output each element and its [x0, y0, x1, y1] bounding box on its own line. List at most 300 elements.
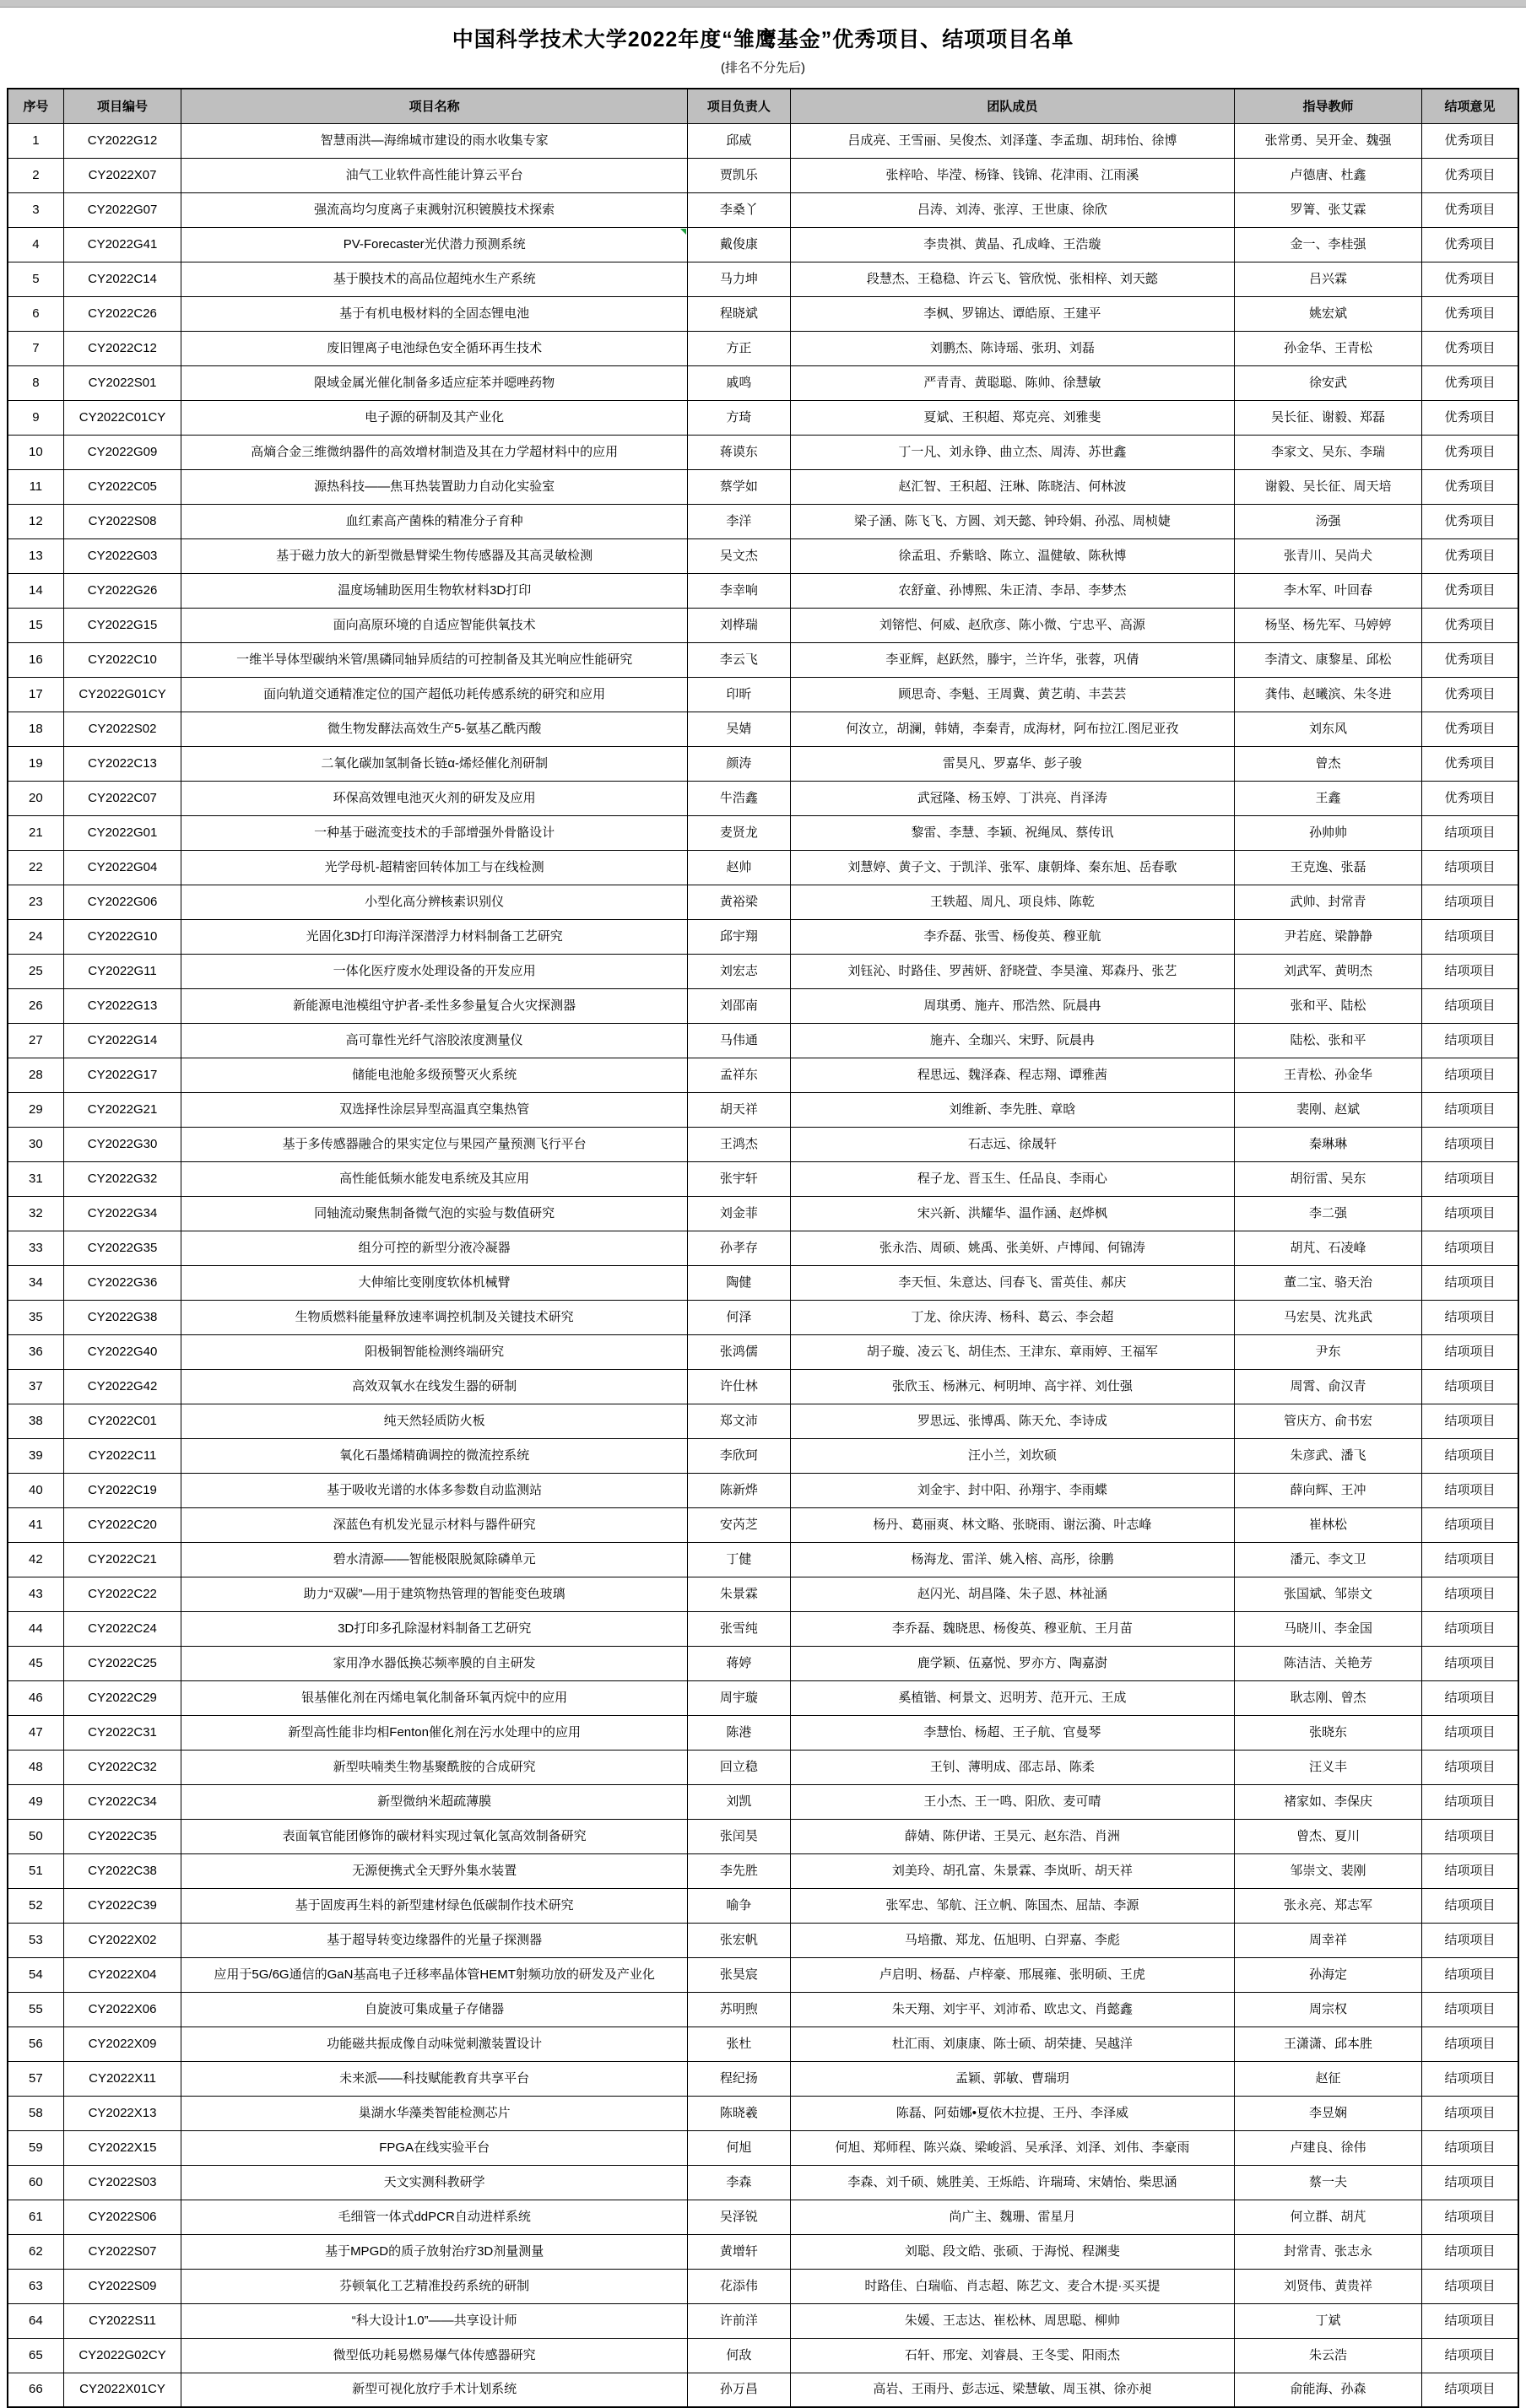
cell-leader: 陈港: [687, 1715, 790, 1750]
cell-leader: 苏明煦: [687, 1992, 790, 2027]
cell-index: 23: [8, 885, 63, 919]
table-row: [8, 1715, 1518, 1750]
cell-members: 赵汇智、王积超、汪琳、陈晓洁、何林波: [790, 469, 1234, 504]
cell-result: 结项项目: [1421, 2061, 1518, 2096]
cell-members: 李乔磊、张雪、杨俊英、穆亚航: [790, 919, 1234, 954]
cell-index: 17: [8, 677, 63, 712]
cell-members: 吕涛、刘涛、张淳、王世康、徐欣: [790, 192, 1234, 227]
cell-project-id: CY2022C05: [63, 469, 181, 504]
cell-advisors: 张和平、陆松: [1234, 988, 1421, 1023]
cell-leader: 花添伟: [687, 2269, 790, 2303]
cell-leader: 马力坤: [687, 262, 790, 296]
cell-project-id: CY2022G42: [63, 1369, 181, 1404]
cell-project-id: CY2022S11: [63, 2303, 181, 2338]
cell-advisors: 陈洁洁、关艳芳: [1234, 1646, 1421, 1680]
cell-members: 杨丹、葛丽爽、林文略、张晓雨、谢沄漪、叶志峰: [790, 1507, 1234, 1542]
cell-members: 李亚辉，赵跃然，滕宇，兰许华，张蓉，巩倩: [790, 642, 1234, 677]
projects-table: [7, 88, 1519, 2408]
cell-members: 施卉、全珈兴、宋野、阮晨冉: [790, 1023, 1234, 1058]
cell-members: 顾思奇、李魁、王周冀、黄艺萌、丰芸芸: [790, 677, 1234, 712]
table-row: [8, 1853, 1518, 1888]
cell-index: 39: [8, 1438, 63, 1473]
cell-members: 张欣玉、杨淋元、柯明坤、高宇祥、刘仕强: [790, 1369, 1234, 1404]
cell-project-name: 一维半导体型碳纳米管/黑磷同轴异质结的可控制备及其光响应性能研究: [181, 642, 688, 677]
cell-project-name: 小型化高分辨核素识别仪: [181, 885, 688, 919]
table-row: [8, 1196, 1518, 1231]
cell-project-id: CY2022G07: [63, 192, 181, 227]
cell-index: 31: [8, 1161, 63, 1196]
cell-result: 优秀项目: [1421, 573, 1518, 608]
table-header: [8, 89, 1518, 123]
cell-index: 38: [8, 1404, 63, 1438]
cell-advisors: 卢建良、徐伟: [1234, 2130, 1421, 2165]
cell-members: 李枫、罗锦达、谭皓原、王建平: [790, 296, 1234, 331]
cell-result: 结项项目: [1421, 954, 1518, 988]
cell-members: 何旭、郑师程、陈兴焱、梁峻滔、吴承泽、刘泽、刘伟、李豪雨: [790, 2130, 1234, 2165]
cell-leader: 牛浩鑫: [687, 781, 790, 815]
cell-leader: 邱宇翔: [687, 919, 790, 954]
cell-index: 28: [8, 1058, 63, 1092]
cell-project-id: CY2022X07: [63, 158, 181, 192]
cell-result: 结项项目: [1421, 815, 1518, 850]
header-row: [8, 89, 1518, 123]
cell-members: 夏斌、王积超、郑克亮、刘雅斐: [790, 400, 1234, 435]
cell-project-id: CY2022C39: [63, 1888, 181, 1923]
cell-leader: 黄裕梁: [687, 885, 790, 919]
column-header-members: 团队成员: [790, 89, 1234, 123]
table-row: [8, 919, 1518, 954]
table-row: [8, 296, 1518, 331]
cell-result: 结项项目: [1421, 1058, 1518, 1092]
cell-leader: 李幸响: [687, 573, 790, 608]
cell-project-id: CY2022C38: [63, 1853, 181, 1888]
cell-result: 优秀项目: [1421, 331, 1518, 365]
cell-project-name: 家用净水器低换芯频率膜的自主研发: [181, 1646, 688, 1680]
cell-advisors: 周幸祥: [1234, 1923, 1421, 1957]
cell-project-id: CY2022X06: [63, 1992, 181, 2027]
cell-members: 刘维新、李先胜、章晗: [790, 1092, 1234, 1127]
cell-project-id: CY2022X04: [63, 1957, 181, 1992]
cell-advisors: 马宏昊、沈兆武: [1234, 1300, 1421, 1334]
cell-members: 刘鹏杰、陈诗瑶、张玥、刘磊: [790, 331, 1234, 365]
cell-project-name: 阳极铜智能检测终端研究: [181, 1334, 688, 1369]
cell-result: 优秀项目: [1421, 469, 1518, 504]
cell-index: 13: [8, 538, 63, 573]
cell-leader: 丁健: [687, 1542, 790, 1577]
cell-advisors: 何立群、胡芃: [1234, 2200, 1421, 2234]
cell-leader: 刘邵南: [687, 988, 790, 1023]
cell-index: 45: [8, 1646, 63, 1680]
cell-result: 结项项目: [1421, 2373, 1518, 2407]
cell-result: 结项项目: [1421, 2338, 1518, 2373]
cell-advisors: 李家文、吴东、李瑞: [1234, 435, 1421, 469]
cell-index: 55: [8, 1992, 63, 2027]
cell-members: 刘美玲、胡孔富、朱景霖、李岚昕、胡天祥: [790, 1853, 1234, 1888]
cell-members: 徐孟珇、乔紫晗、陈立、温健敏、陈秋博: [790, 538, 1234, 573]
table-row: [8, 1127, 1518, 1161]
cell-advisors: 张国斌、邹崇文: [1234, 1577, 1421, 1611]
cell-project-id: CY2022C26: [63, 296, 181, 331]
cell-leader: 何泽: [687, 1300, 790, 1334]
cell-project-name: “科大设计1.0”——共享设计师: [181, 2303, 688, 2338]
cell-index: 35: [8, 1300, 63, 1334]
cell-result: 结项项目: [1421, 1888, 1518, 1923]
cell-members: 刘聪、段文皓、张硕、于海悦、程渊斐: [790, 2234, 1234, 2269]
cell-index: 19: [8, 746, 63, 781]
cell-project-id: CY2022C14: [63, 262, 181, 296]
cell-index: 5: [8, 262, 63, 296]
cell-project-name: 双选择性涂层异型高温真空集热管: [181, 1092, 688, 1127]
cell-index: 32: [8, 1196, 63, 1231]
cell-project-id: CY2022G10: [63, 919, 181, 954]
cell-advisors: 李清文、康黎星、邱松: [1234, 642, 1421, 677]
cell-project-id: CY2022C21: [63, 1542, 181, 1577]
cell-project-id: CY2022G12: [63, 123, 181, 158]
cell-index: 33: [8, 1231, 63, 1265]
cell-leader: 陶健: [687, 1265, 790, 1300]
cell-members: 周琪勇、施卉、邢浩然、阮晨冉: [790, 988, 1234, 1023]
cell-project-id: CY2022C01: [63, 1404, 181, 1438]
cell-advisors: 薛向辉、王冲: [1234, 1473, 1421, 1507]
cell-leader: 刘宏志: [687, 954, 790, 988]
cell-result: 优秀项目: [1421, 262, 1518, 296]
cell-members: 李森、刘千硕、姚胜美、王烁皓、许瑞琦、宋婧怡、柴思涵: [790, 2165, 1234, 2200]
cell-index: 56: [8, 2027, 63, 2061]
cell-result: 优秀项目: [1421, 365, 1518, 400]
cell-advisors: 邹崇文、裴刚: [1234, 1853, 1421, 1888]
cell-members: 吕成亮、王雪丽、吴俊杰、刘泽蓬、李孟珈、胡玮怡、徐博: [790, 123, 1234, 158]
cell-result: 优秀项目: [1421, 504, 1518, 538]
cell-project-name: 一种基于磁流变技术的手部增强外骨骼设计: [181, 815, 688, 850]
cell-members: 朱天翔、刘宇平、刘沛希、欧忠文、肖懿鑫: [790, 1992, 1234, 2027]
cell-result: 结项项目: [1421, 2269, 1518, 2303]
cell-index: 8: [8, 365, 63, 400]
top-strip: [0, 0, 1526, 8]
cell-index: 9: [8, 400, 63, 435]
cell-result: 结项项目: [1421, 1231, 1518, 1265]
cell-project-id: CY2022C32: [63, 1750, 181, 1784]
cell-leader: 何旭: [687, 2130, 790, 2165]
cell-project-name: 储能电池舱多级预警灭火系统: [181, 1058, 688, 1092]
cell-project-name: 温度场辅助医用生物软材料3D打印: [181, 573, 688, 608]
cell-project-id: CY2022S09: [63, 2269, 181, 2303]
cell-project-id: CY2022G15: [63, 608, 181, 642]
cell-members: 刘金宇、封中阳、孙翔宇、李雨蝶: [790, 1473, 1234, 1507]
table-row: [8, 1092, 1518, 1127]
table-row: [8, 1750, 1518, 1784]
cell-project-name: 未来派——科技赋能教育共享平台: [181, 2061, 688, 2096]
cell-project-id: CY2022G41: [63, 227, 181, 262]
cell-advisors: 吕兴霖: [1234, 262, 1421, 296]
cell-leader: 马伟通: [687, 1023, 790, 1058]
cell-project-name: 高可靠性光纤气溶胶浓度测量仪: [181, 1023, 688, 1058]
cell-advisors: 金一、李桂强: [1234, 227, 1421, 262]
cell-leader: 朱景霖: [687, 1577, 790, 1611]
cell-index: 49: [8, 1784, 63, 1819]
cell-result: 结项项目: [1421, 1715, 1518, 1750]
cell-leader: 吴文杰: [687, 538, 790, 573]
cell-project-id: CY2022C11: [63, 1438, 181, 1473]
cell-index: 20: [8, 781, 63, 815]
cell-project-name: 表面氧官能团修饰的碳材料实现过氧化氢高效制备研究: [181, 1819, 688, 1853]
page-title: 中国科学技术大学2022年度“雏鹰基金”优秀项目、结项项目名单: [452, 28, 1074, 51]
table-row: [8, 2130, 1518, 2165]
cell-leader: 方正: [687, 331, 790, 365]
cell-members: 石志远、徐晟轩: [790, 1127, 1234, 1161]
cell-leader: 李桑丫: [687, 192, 790, 227]
cell-result: 结项项目: [1421, 2130, 1518, 2165]
cell-members: 刘慧婷、黄子文、于凯洋、张军、康朝烽、秦东旭、岳春歌: [790, 850, 1234, 885]
cell-index: 59: [8, 2130, 63, 2165]
cell-index: 51: [8, 1853, 63, 1888]
cell-leader: 李云飞: [687, 642, 790, 677]
cell-members: 时路佳、白瑞临、肖志超、陈艺文、麦合木提·买买提: [790, 2269, 1234, 2303]
cell-result: 优秀项目: [1421, 712, 1518, 746]
cell-leader: 程晓斌: [687, 296, 790, 331]
cell-advisors: 丁斌: [1234, 2303, 1421, 2338]
table-row: [8, 1923, 1518, 1957]
cell-index: 16: [8, 642, 63, 677]
cell-members: 鹿学颖、伍嘉悦、罗亦方、陶嘉澍: [790, 1646, 1234, 1680]
cell-members: 李天恒、朱意达、闫春飞、雷英佳、郝庆: [790, 1265, 1234, 1300]
cell-project-id: CY2022S02: [63, 712, 181, 746]
cell-leader: 刘凯: [687, 1784, 790, 1819]
cell-leader: 孙孝存: [687, 1231, 790, 1265]
cell-members: 程子龙、晋玉生、任品良、李雨心: [790, 1161, 1234, 1196]
cell-project-id: CY2022G03: [63, 538, 181, 573]
column-header-result: 结项意见: [1421, 89, 1518, 123]
cell-project-name: 废旧锂离子电池绿色安全循环再生技术: [181, 331, 688, 365]
cell-index: 10: [8, 435, 63, 469]
cell-leader: 程纪扬: [687, 2061, 790, 2096]
cell-result: 结项项目: [1421, 1092, 1518, 1127]
cell-project-id: CY2022G04: [63, 850, 181, 885]
table-row: [8, 781, 1518, 815]
cell-project-name: 光固化3D打印海洋深潜浮力材料制备工艺研究: [181, 919, 688, 954]
cell-project-name: 基于超导转变边缘器件的光量子探测器: [181, 1923, 688, 1957]
cell-advisors: 杨坚、杨先军、马婷婷: [1234, 608, 1421, 642]
cell-leader: 李森: [687, 2165, 790, 2200]
cell-advisors: 刘贤伟、黄贵祥: [1234, 2269, 1421, 2303]
cell-result: 结项项目: [1421, 1784, 1518, 1819]
cell-result: 优秀项目: [1421, 608, 1518, 642]
cell-leader: 张昊宸: [687, 1957, 790, 1992]
cell-project-id: CY2022G21: [63, 1092, 181, 1127]
cell-project-id: CY2022C24: [63, 1611, 181, 1646]
cell-result: 结项项目: [1421, 1196, 1518, 1231]
cell-project-name: 血红素高产菌株的精准分子育种: [181, 504, 688, 538]
table-row: [8, 1680, 1518, 1715]
cell-index: 66: [8, 2373, 63, 2407]
cell-project-id: CY2022C22: [63, 1577, 181, 1611]
cell-project-name: 源热科技——焦耳热装置助力自动化实验室: [181, 469, 688, 504]
cell-result: 结项项目: [1421, 1300, 1518, 1334]
cell-leader: 孟祥东: [687, 1058, 790, 1092]
cell-advisors: 赵征: [1234, 2061, 1421, 2096]
cell-members: 刘钰沁、时路佳、罗茜妍、舒晓萱、李昊潼、郑森丹、张艺: [790, 954, 1234, 988]
cell-project-id: CY2022X02: [63, 1923, 181, 1957]
cell-members: 马培撒、郑龙、伍旭明、白羿嘉、李彪: [790, 1923, 1234, 1957]
table-row: [8, 192, 1518, 227]
cell-result: 结项项目: [1421, 1369, 1518, 1404]
cell-project-name: 高效双氧水在线发生器的研制: [181, 1369, 688, 1404]
cell-index: 3: [8, 192, 63, 227]
cell-result: 结项项目: [1421, 1611, 1518, 1646]
cell-leader: 许前洋: [687, 2303, 790, 2338]
cell-advisors: 马晓川、李金国: [1234, 1611, 1421, 1646]
cell-advisors: 刘武军、黄明杰: [1234, 954, 1421, 988]
cell-project-name: 组分可控的新型分液冷凝器: [181, 1231, 688, 1265]
cell-members: 李贵祺、黄晶、孔成峰、王浩璇: [790, 227, 1234, 262]
cell-project-name: 一体化医疗废水处理设备的开发应用: [181, 954, 688, 988]
column-header-project-name: 项目名称: [181, 89, 688, 123]
cell-project-id: CY2022X13: [63, 2096, 181, 2130]
cell-members: 张军忠、邹航、汪立帆、陈国杰、屈喆、李源: [790, 1888, 1234, 1923]
cell-project-name: 基于多传感器融合的果实定位与果园产量预测飞行平台: [181, 1127, 688, 1161]
cell-project-id: CY2022S01: [63, 365, 181, 400]
table-row: [8, 1058, 1518, 1092]
cell-members: 梁子涵、陈飞飞、方圆、刘天懿、钟玲娟、孙泓、周桢婕: [790, 504, 1234, 538]
cell-project-id: CY2022X01CY: [63, 2373, 181, 2407]
cell-result: 结项项目: [1421, 1819, 1518, 1853]
cell-project-name: 高熵合金三维微纳器件的高效增材制造及其在力学超材料中的应用: [181, 435, 688, 469]
cell-project-name: 二氧化碳加氢制备长链α-烯烃催化剂研制: [181, 746, 688, 781]
table-row: [8, 1611, 1518, 1646]
cell-project-name: 强流高均匀度离子束溅射沉积镀膜技术探索: [181, 192, 688, 227]
cell-advisors: 卢德唐、杜鑫: [1234, 158, 1421, 192]
table-row: [8, 1161, 1518, 1196]
table-row: [8, 642, 1518, 677]
cell-project-name: 面向轨道交通精准定位的国产超低功耗传感系统的研究和应用: [181, 677, 688, 712]
table-row: [8, 850, 1518, 885]
cell-index: 18: [8, 712, 63, 746]
cell-project-id: CY2022G01: [63, 815, 181, 850]
cell-project-id: CY2022C13: [63, 746, 181, 781]
cell-members: 李乔磊、魏晓思、杨俊英、穆亚航、王月苗: [790, 1611, 1234, 1646]
cell-advisors: 尹东: [1234, 1334, 1421, 1369]
cell-result: 优秀项目: [1421, 538, 1518, 573]
cell-leader: 李洋: [687, 504, 790, 538]
cell-result: 结项项目: [1421, 919, 1518, 954]
cell-project-name: 新型微纳米超疏薄膜: [181, 1784, 688, 1819]
cell-project-name: 大伸缩比变刚度软体机械臂: [181, 1265, 688, 1300]
column-header-leader: 项目负责人: [687, 89, 790, 123]
cell-project-name: 碧水清源——智能极限脱氮除磷单元: [181, 1542, 688, 1577]
cell-index: 61: [8, 2200, 63, 2234]
cell-advisors: 刘东风: [1234, 712, 1421, 746]
cell-result: 结项项目: [1421, 1265, 1518, 1300]
cell-advisors: 吴长征、谢毅、郑磊: [1234, 400, 1421, 435]
cell-result: 结项项目: [1421, 1992, 1518, 2027]
table-row: [8, 123, 1518, 158]
cell-members: 丁龙、徐庆涛、杨科、葛云、李会超: [790, 1300, 1234, 1334]
cell-result: 结项项目: [1421, 1334, 1518, 1369]
cell-project-name: 微生物发酵法高效生产5-氨基乙酰丙酸: [181, 712, 688, 746]
column-header-index: 序号: [8, 89, 63, 123]
cell-index: 44: [8, 1611, 63, 1646]
cell-advisors: 蔡一夫: [1234, 2165, 1421, 2200]
cell-result: 结项项目: [1421, 850, 1518, 885]
cell-project-name: 助力“双碳”—用于建筑物热管理的智能变色玻璃: [181, 1577, 688, 1611]
cell-project-id: CY2022G13: [63, 988, 181, 1023]
cell-project-name: 面向高原环境的自适应智能供氧技术: [181, 608, 688, 642]
cell-advisors: 汪义丰: [1234, 1750, 1421, 1784]
cell-advisors: 朱彦武、潘飞: [1234, 1438, 1421, 1473]
note-marker-icon: [680, 229, 686, 235]
cell-result: 优秀项目: [1421, 192, 1518, 227]
cell-project-id: CY2022G06: [63, 885, 181, 919]
cell-advisors: 王潇潇、邱本胜: [1234, 2027, 1421, 2061]
cell-advisors: 李二强: [1234, 1196, 1421, 1231]
column-header-advisors: 指导教师: [1234, 89, 1421, 123]
cell-members: 张梓哈、毕滢、杨锋、钱锦、花津雨、江雨溪: [790, 158, 1234, 192]
cell-project-name: 基于固废再生料的新型建材绿色低碳制作技术研究: [181, 1888, 688, 1923]
cell-project-name: 智慧雨洪—海绵城市建设的雨水收集专家: [181, 123, 688, 158]
table-row: [8, 988, 1518, 1023]
cell-project-name: 天文实测科教研学: [181, 2165, 688, 2200]
cell-advisors: 姚宏斌: [1234, 296, 1421, 331]
cell-index: 53: [8, 1923, 63, 1957]
table-row: [8, 331, 1518, 365]
cell-leader: 胡天祥: [687, 1092, 790, 1127]
cell-result: 优秀项目: [1421, 435, 1518, 469]
cell-result: 结项项目: [1421, 1680, 1518, 1715]
cell-leader: 张宇轩: [687, 1161, 790, 1196]
cell-project-name: 限域金属光催化制备多适应症苯并噁唑药物: [181, 365, 688, 400]
cell-leader: 贾凯乐: [687, 158, 790, 192]
cell-index: 30: [8, 1127, 63, 1161]
cell-index: 60: [8, 2165, 63, 2200]
cell-members: 农舒童、孙博熙、朱正清、李昂、李梦杰: [790, 573, 1234, 608]
cell-advisors: 秦琳琳: [1234, 1127, 1421, 1161]
table-row: [8, 573, 1518, 608]
table-row: [8, 1507, 1518, 1542]
cell-project-id: CY2022G14: [63, 1023, 181, 1058]
cell-project-id: CY2022G26: [63, 573, 181, 608]
page-subtitle: (排名不分先后): [721, 61, 805, 75]
cell-leader: 蒋婷: [687, 1646, 790, 1680]
cell-project-name: 芬顿氧化工艺精准投药系统的研制: [181, 2269, 688, 2303]
cell-advisors: 罗箐、张艾霖: [1234, 192, 1421, 227]
cell-leader: 张雪纯: [687, 1611, 790, 1646]
cell-advisors: 张青川、吴尚犬: [1234, 538, 1421, 573]
cell-result: 优秀项目: [1421, 677, 1518, 712]
cell-leader: 何敌: [687, 2338, 790, 2373]
cell-project-name: 深蓝色有机发光显示材料与器件研究: [181, 1507, 688, 1542]
table-row: [8, 1577, 1518, 1611]
cell-project-id: CY2022G17: [63, 1058, 181, 1092]
cell-advisors: 褚家如、李保庆: [1234, 1784, 1421, 1819]
cell-members: 杜汇雨、刘康康、陈士硕、胡荣捷、吴越洋: [790, 2027, 1234, 2061]
cell-members: 段慧杰、王稳稳、许云飞、管欣悦、张相梓、刘天懿: [790, 262, 1234, 296]
table-row: [8, 1404, 1518, 1438]
cell-index: 50: [8, 1819, 63, 1853]
cell-advisors: 陆松、张和平: [1234, 1023, 1421, 1058]
cell-index: 57: [8, 2061, 63, 2096]
cell-advisors: 王青松、孙金华: [1234, 1058, 1421, 1092]
cell-members: 孟颖、郭敏、曹瑞玥: [790, 2061, 1234, 2096]
cell-project-id: CY2022G36: [63, 1265, 181, 1300]
cell-project-id: CY2022G02CY: [63, 2338, 181, 2373]
cell-leader: 李先胜: [687, 1853, 790, 1888]
cell-advisors: 孙帅帅: [1234, 815, 1421, 850]
cell-index: 29: [8, 1092, 63, 1127]
cell-leader: 陈晓羲: [687, 2096, 790, 2130]
cell-index: 7: [8, 331, 63, 365]
cell-project-id: CY2022X11: [63, 2061, 181, 2096]
cell-project-id: CY2022X09: [63, 2027, 181, 2061]
cell-members: 赵闪光、胡昌隆、朱子恩、林祉涵: [790, 1577, 1234, 1611]
